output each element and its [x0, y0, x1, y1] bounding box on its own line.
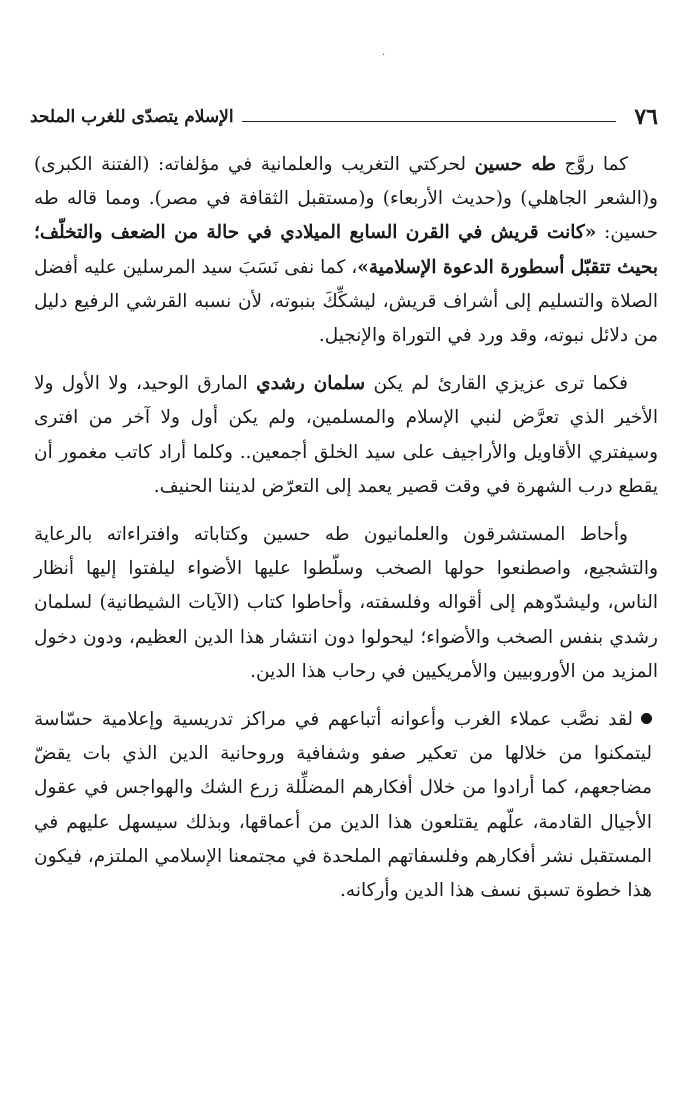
page-number: ٧٦ [634, 104, 658, 130]
body-text [34, 148, 658, 922]
text-segment: وأحاط المستشرقون والعلمانيون طه حسين وكتاباته وافتراءاته بالرعاية والتشجيع، واصطنعوا حولها الصخب وسلّطوا عليها الأضواء ليلفتوا إليها أنظار الناس، وليشدّوهم إلى أقواله وفلسفته، وأحاطوا كتاب (الآيات الشيطانية) لسلمان رشدي بنفس الصخب والأضواء؛ ليحولوا دون انتشار هذا الدين العظيم، ودون دخول المزيد من الأوروبيين والأمريكيين في رحاب هذا الدين. [34, 524, 658, 682]
bold-quote: «كانت قريش في القرن السابع الميلادي في حالة من الضعف والتخلّف؛ بحيث تتقبّل أسطورة الدعوة الإسلامية» [34, 222, 658, 278]
bullet-icon [641, 713, 652, 724]
page-header [30, 88, 658, 128]
text-segment: فكما ترى عزيزي القارئ لم يكن [365, 373, 628, 395]
header-rule [242, 121, 617, 122]
stray-dot-mark: · [382, 50, 386, 61]
paragraph-1 [34, 148, 658, 353]
bold-name-taha-hussein: طه حسين [474, 154, 556, 175]
text-segment: ، كما نفى نَسَبَ سيد المرسلين عليه أفضل الصلاة والتسليم إلى أشراف قريش، ليشكِّكَ بنبوته، لأن نسبه القرشي الرفيع دليل من دلائل نبوته، وقد ورد في التوراة والإنجيل. [34, 256, 658, 347]
paragraph-2 [34, 367, 658, 504]
text-segment: لقد نصَّب عملاء الغرب وأعوانه أتباعهم في مراكز تدريسية وإعلامية حسّاسة ليتمكنوا من خلالها من تعكير صفو وشفافية وروحانية الدين الذي بات يقضّ مضاجعهم، كما أرادوا من خلال أفكارهم المضلِّلة زرع الشك والهواجس في عقول الأجيال القادمة، علّهم يقتلعون هذا الدين من أعماقها، وبذلك سيسهل عليهم في المستقبل نشر أفكارهم وفلسفاتهم الملحدة في مجتمعنا الإسلامي الملتزم، فيكون هذا خطوة تسبق نسف هذا الدين وأركانه. [34, 709, 652, 902]
text-segment: كما روَّج [555, 154, 628, 175]
text-segment: المارق الوحيد، ولا الأول ولا الأخير الذي تعرَّض لنبي الإسلام والمسلمين، ولم يكن أول ولا آخر من افترى وسيفتري الأقاويل والأراجيف على سيد الخلق أجمعين.. وكلما أراد كاتب مغمور أن يقطع درب الشهرة في وقت قصير يعمد إلى التعرّض لديننا الحنيف. [34, 373, 658, 497]
paragraph-3 [34, 518, 658, 689]
paragraph-4-bullet [34, 703, 652, 908]
text-segment: لحركتي التغريب والعلمانية في مؤلفاته: (الفتنة الكبرى) و(الشعر الجاهلي) و(حديث الأربعاء) و(مستقبل الثقافة في مصر). ومما قاله طه حسين: [34, 154, 659, 244]
bold-name-salman-rushdie: سلمان رشدي [256, 373, 366, 395]
running-title: الإسلام يتصدّى للغرب الملحد [30, 107, 234, 127]
